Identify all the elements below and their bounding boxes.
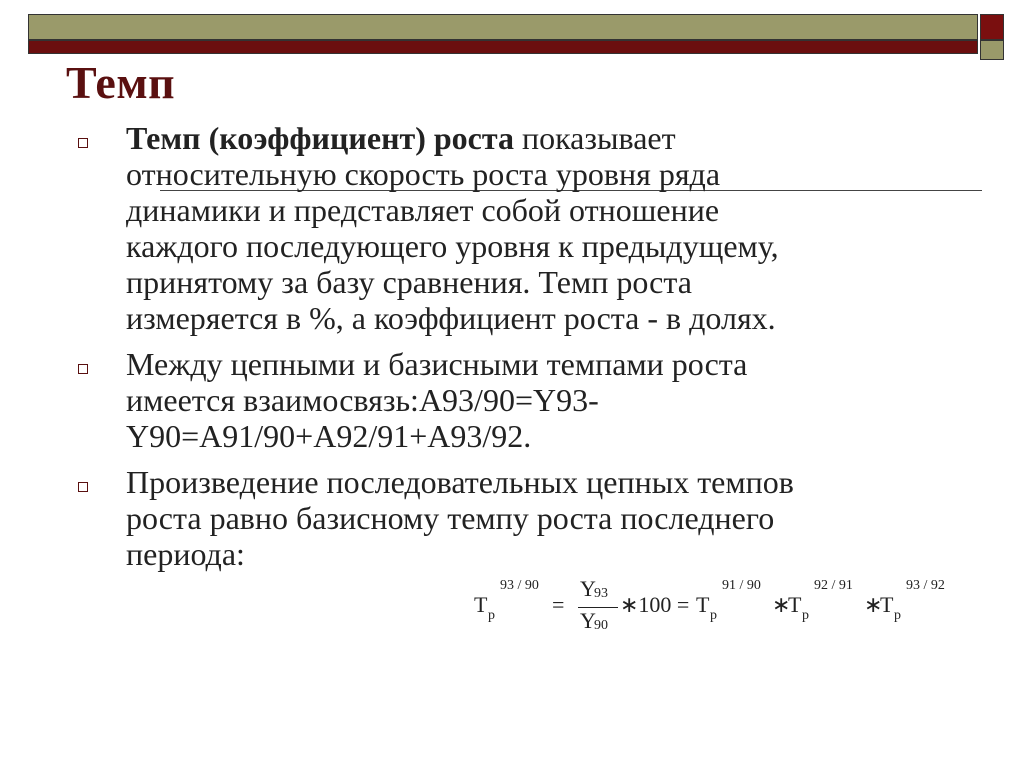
bullet-line: Y90=A91/90+A92/91+A93/92. bbox=[126, 418, 532, 454]
formula-T: T bbox=[788, 592, 802, 617]
square-bullet-icon bbox=[78, 482, 88, 492]
bullet-text bbox=[126, 120, 946, 336]
bullet-line: динамики и представляет собой отношение bbox=[126, 192, 720, 228]
top-decor-bar bbox=[28, 14, 978, 40]
formula-times-100: ∗100 = bbox=[620, 592, 690, 617]
formula-denominator: Y bbox=[580, 608, 596, 633]
bullet-item bbox=[76, 346, 946, 454]
bullet-item bbox=[76, 120, 946, 336]
corner-decor-olive bbox=[980, 40, 1004, 60]
formula-T: T bbox=[474, 592, 488, 617]
slide-title: Темп bbox=[66, 57, 176, 108]
formula-numerator-sub: 93 bbox=[594, 586, 608, 601]
bullet-line: измеряется в %, а коэффициент роста - в долях. bbox=[126, 300, 776, 336]
formula-sub-p: p bbox=[894, 608, 901, 623]
bullet-line: относительную скорость роста уровня ряда bbox=[126, 156, 721, 192]
formula-numerator: Y bbox=[580, 576, 596, 601]
formula-sub-p: p bbox=[488, 608, 495, 623]
formula-star: ∗ bbox=[864, 592, 883, 617]
formula-sup: 92 / 91 bbox=[814, 578, 853, 593]
square-bullet-icon bbox=[78, 364, 88, 374]
bullet-list bbox=[76, 120, 946, 582]
formula-sup: 93 / 92 bbox=[906, 578, 945, 593]
bullet-line: периода: bbox=[126, 536, 245, 572]
bullet-text bbox=[126, 346, 946, 454]
bullet-line: принятому за базу сравнения. Темп роста bbox=[126, 264, 692, 300]
formula-T: T bbox=[696, 592, 710, 617]
formula-T: T bbox=[880, 592, 894, 617]
formula-denominator-sub: 90 bbox=[594, 618, 608, 633]
bullet-line: каждого последующего уровня к предыдущему, bbox=[126, 228, 779, 264]
formula-equals: = bbox=[552, 592, 565, 617]
bullet-item bbox=[76, 464, 946, 572]
bullet-line: Произведение последовательных цепных темпов bbox=[126, 464, 794, 500]
formula-sup: 91 / 90 bbox=[722, 578, 761, 593]
formula-sub-p: p bbox=[802, 608, 809, 623]
bullet-text bbox=[126, 464, 946, 572]
bullet-line: Между цепными и базисными темпами роста bbox=[126, 346, 748, 382]
formula-sub-p: p bbox=[710, 608, 717, 623]
bullet-line: имеется взаимосвязь:А93/90=Y93- bbox=[126, 382, 599, 418]
square-bullet-icon bbox=[78, 138, 88, 148]
formula-sup: 93 / 90 bbox=[500, 578, 539, 593]
corner-decor-red bbox=[980, 14, 1004, 40]
bullet-line: показывает bbox=[513, 120, 676, 156]
top-decor-dark-bar bbox=[28, 40, 978, 54]
bullet-line: роста равно базисному темпу роста последнего bbox=[126, 500, 775, 536]
bullet-bold-term: Темп (коэффициент) роста bbox=[126, 120, 514, 156]
growth-rate-formula bbox=[470, 570, 970, 640]
formula-star: ∗ bbox=[772, 592, 791, 617]
